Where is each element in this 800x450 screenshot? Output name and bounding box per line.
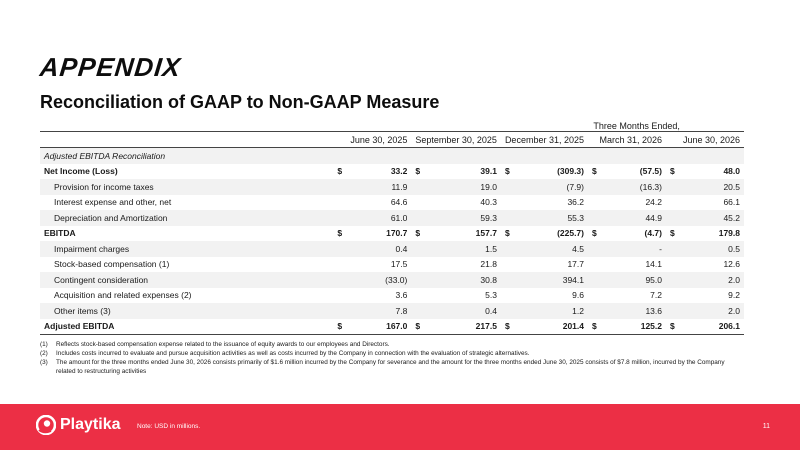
currency-symbol: $ bbox=[411, 319, 427, 335]
footnote-key: (3) bbox=[40, 359, 48, 366]
currency-symbol bbox=[588, 179, 602, 195]
currency-symbol bbox=[501, 272, 517, 288]
cell-value: (16.3) bbox=[602, 179, 666, 195]
currency-symbol: $ bbox=[415, 166, 421, 177]
currency-symbol bbox=[411, 303, 427, 319]
playtika-logo-icon bbox=[36, 415, 56, 435]
currency-symbol bbox=[501, 210, 517, 226]
cell-value: 3.6 bbox=[395, 290, 408, 301]
footnotes bbox=[40, 340, 740, 376]
footer-bar bbox=[0, 404, 800, 450]
row-label: EBITDA bbox=[44, 228, 76, 239]
cell-value: 179.8 bbox=[718, 228, 740, 239]
footnote-key: (2) bbox=[40, 350, 48, 357]
cell-value: 14.1 bbox=[645, 259, 662, 270]
table-row bbox=[40, 195, 744, 211]
cell-value: 206.1 bbox=[680, 319, 744, 335]
currency-symbol bbox=[588, 288, 602, 304]
table-row bbox=[40, 272, 744, 288]
reconciliation-table bbox=[40, 120, 744, 335]
currency-symbol: $ bbox=[592, 228, 597, 239]
currency-symbol bbox=[666, 257, 680, 273]
footnote bbox=[40, 340, 740, 349]
cell-value: 40.3 bbox=[480, 197, 497, 208]
currency-symbol: $ bbox=[504, 228, 510, 239]
table-row bbox=[40, 210, 744, 226]
cell-value: 1.5 bbox=[427, 241, 501, 257]
cell-value: 30.8 bbox=[427, 272, 501, 288]
table-row bbox=[40, 288, 744, 304]
cell-value: 11.9 bbox=[347, 179, 411, 195]
column-header: June 30, 2026 bbox=[666, 132, 744, 148]
cell-value: 5.3 bbox=[485, 290, 497, 301]
table-row bbox=[40, 226, 744, 242]
currency-symbol bbox=[666, 288, 680, 304]
currency-symbol bbox=[333, 241, 347, 257]
cell-value: 394.1 bbox=[517, 272, 588, 288]
cell-value: 0.4 bbox=[347, 241, 411, 257]
table-row bbox=[40, 319, 744, 335]
currency-symbol bbox=[411, 210, 427, 226]
cell-value: (4.7) bbox=[644, 228, 662, 239]
cell-value: 59.3 bbox=[427, 210, 501, 226]
currency-symbol bbox=[501, 241, 517, 257]
column-header: September 30, 2025 bbox=[411, 132, 501, 148]
cell-value: 0.5 bbox=[680, 241, 744, 257]
brand-name: Playtika bbox=[60, 416, 121, 433]
currency-symbol bbox=[588, 272, 602, 288]
section-label: Adjusted EBITDA Reconciliation bbox=[40, 148, 744, 164]
currency-symbol bbox=[411, 288, 427, 304]
currency-symbol bbox=[501, 257, 517, 273]
currency-symbol: $ bbox=[588, 319, 602, 335]
row-label: Depreciation and Amortization bbox=[40, 210, 333, 226]
currency-symbol bbox=[666, 210, 680, 226]
footer-note: Note: USD in millions. bbox=[137, 423, 201, 430]
cell-value: 0.4 bbox=[427, 303, 501, 319]
cell-value: 12.6 bbox=[723, 259, 740, 270]
cell-value: 2.0 bbox=[680, 272, 744, 288]
table-row bbox=[40, 179, 744, 195]
cell-value: 9.6 bbox=[572, 290, 584, 301]
cell-value: 55.3 bbox=[517, 210, 588, 226]
currency-symbol bbox=[333, 288, 347, 304]
currency-symbol: $ bbox=[670, 228, 675, 239]
row-label: Adjusted EBITDA bbox=[40, 319, 333, 335]
row-label: Net Income (Loss) bbox=[44, 166, 118, 177]
cell-value: 21.8 bbox=[480, 259, 497, 270]
table-row bbox=[40, 241, 744, 257]
cell-value: 36.2 bbox=[567, 197, 584, 208]
currency-symbol: $ bbox=[670, 166, 675, 177]
group-header-row bbox=[40, 120, 744, 132]
currency-symbol bbox=[666, 272, 680, 288]
footnote-text: Includes costs incurred to evaluate and pursue acquisition activities as well as costs incurred by the Company in connection with the evaluation of strategic alternatives. bbox=[56, 350, 530, 357]
currency-symbol bbox=[666, 241, 680, 257]
row-label: Contingent consideration bbox=[40, 272, 333, 288]
row-label: Stock-based compensation (1) bbox=[54, 259, 170, 270]
cell-value: 64.6 bbox=[390, 197, 408, 208]
currency-symbol: $ bbox=[333, 319, 347, 335]
currency-symbol: $ bbox=[415, 228, 421, 239]
page-subtitle: Reconciliation of GAAP to Non-GAAP Measure bbox=[40, 92, 440, 112]
row-label: Impairment charges bbox=[40, 241, 333, 257]
cell-value: 44.9 bbox=[602, 210, 666, 226]
currency-symbol bbox=[588, 195, 602, 211]
cell-value: 33.2 bbox=[390, 166, 408, 177]
currency-symbol bbox=[501, 288, 517, 304]
cell-value: 61.0 bbox=[347, 210, 411, 226]
currency-symbol bbox=[666, 195, 680, 211]
currency-symbol bbox=[411, 272, 427, 288]
footnote-text: Reflects stock-based compensation expense related to the issuance of equity awards to our employees and Directors. bbox=[56, 341, 390, 348]
cell-value: 66.1 bbox=[723, 197, 740, 208]
cell-value: 20.5 bbox=[680, 179, 744, 195]
cell-value: 217.5 bbox=[427, 319, 501, 335]
brand-logo bbox=[36, 415, 120, 435]
cell-value: (309.3) bbox=[557, 166, 584, 177]
table-row bbox=[40, 164, 744, 180]
currency-symbol bbox=[501, 303, 517, 319]
currency-symbol: $ bbox=[337, 228, 343, 239]
cell-value: 19.0 bbox=[427, 179, 501, 195]
currency-symbol bbox=[588, 241, 602, 257]
currency-symbol bbox=[588, 257, 602, 273]
cell-value: (225.7) bbox=[557, 228, 584, 239]
currency-symbol: $ bbox=[337, 166, 343, 177]
cell-value: 45.2 bbox=[680, 210, 744, 226]
cell-value: 13.6 bbox=[602, 303, 666, 319]
cell-value: 17.5 bbox=[390, 259, 408, 270]
currency-symbol bbox=[666, 179, 680, 195]
cell-value: 2.0 bbox=[680, 303, 744, 319]
column-header-row bbox=[40, 132, 744, 148]
page-number: 11 bbox=[762, 423, 770, 430]
cell-value: 4.5 bbox=[517, 241, 588, 257]
cell-value: (33.0) bbox=[347, 272, 411, 288]
column-header: December 31, 2025 bbox=[501, 132, 588, 148]
cell-value: 157.7 bbox=[475, 228, 497, 239]
footnote bbox=[40, 349, 740, 358]
currency-symbol bbox=[333, 179, 347, 195]
row-label: Interest expense and other, net bbox=[54, 197, 172, 208]
currency-symbol: $ bbox=[592, 166, 597, 177]
footnote bbox=[40, 358, 740, 376]
currency-symbol bbox=[501, 179, 517, 195]
cell-value: 7.8 bbox=[347, 303, 411, 319]
row-label: Other items (3) bbox=[40, 303, 333, 319]
currency-symbol bbox=[588, 303, 602, 319]
currency-symbol bbox=[666, 303, 680, 319]
section-row bbox=[40, 148, 744, 164]
currency-symbol bbox=[411, 257, 427, 273]
row-label: Provision for income taxes bbox=[40, 179, 333, 195]
cell-value: 9.2 bbox=[728, 290, 740, 301]
footnote-key: (1) bbox=[40, 341, 48, 348]
currency-symbol bbox=[411, 195, 427, 211]
currency-symbol: $ bbox=[501, 319, 517, 335]
currency-symbol bbox=[588, 210, 602, 226]
cell-value: 7.2 bbox=[650, 290, 662, 301]
currency-symbol bbox=[333, 303, 347, 319]
currency-symbol bbox=[501, 195, 517, 211]
cell-value: 95.0 bbox=[602, 272, 666, 288]
column-header: June 30, 2025 bbox=[333, 132, 411, 148]
table-row bbox=[40, 303, 744, 319]
cell-value: (57.5) bbox=[639, 166, 662, 177]
cell-value: 24.2 bbox=[645, 197, 662, 208]
currency-symbol bbox=[411, 179, 427, 195]
cell-value: 1.2 bbox=[517, 303, 588, 319]
row-label: Acquisition and related expenses (2) bbox=[54, 290, 192, 301]
cell-value: (7.9) bbox=[517, 179, 588, 195]
cell-value: 17.7 bbox=[567, 259, 584, 270]
cell-value: 39.1 bbox=[480, 166, 497, 177]
cell-value: 170.7 bbox=[386, 228, 408, 239]
table-row bbox=[40, 257, 744, 273]
footnote-text: The amount for the three months ended June 30, 2026 consists primarily of $1.6 million incurred by the Company for severance and the amount for the three months ended June 30, 2025 consists of $7.8 million, incurred by the Company related to restructuring activities bbox=[56, 359, 725, 375]
currency-symbol: $ bbox=[666, 319, 680, 335]
currency-symbol bbox=[333, 257, 347, 273]
currency-symbol bbox=[333, 272, 347, 288]
currency-symbol: $ bbox=[504, 166, 510, 177]
cell-value: - bbox=[602, 241, 666, 257]
cell-value: 167.0 bbox=[347, 319, 411, 335]
currency-symbol bbox=[411, 241, 427, 257]
group-header: Three Months Ended, bbox=[593, 120, 680, 131]
cell-value: 48.0 bbox=[723, 166, 740, 177]
page-title: APPENDIX bbox=[38, 52, 183, 82]
cell-value: 201.4 bbox=[517, 319, 588, 335]
column-header: March 31, 2026 bbox=[588, 132, 666, 148]
currency-symbol bbox=[333, 195, 347, 211]
currency-symbol bbox=[333, 210, 347, 226]
cell-value: 125.2 bbox=[602, 319, 666, 335]
